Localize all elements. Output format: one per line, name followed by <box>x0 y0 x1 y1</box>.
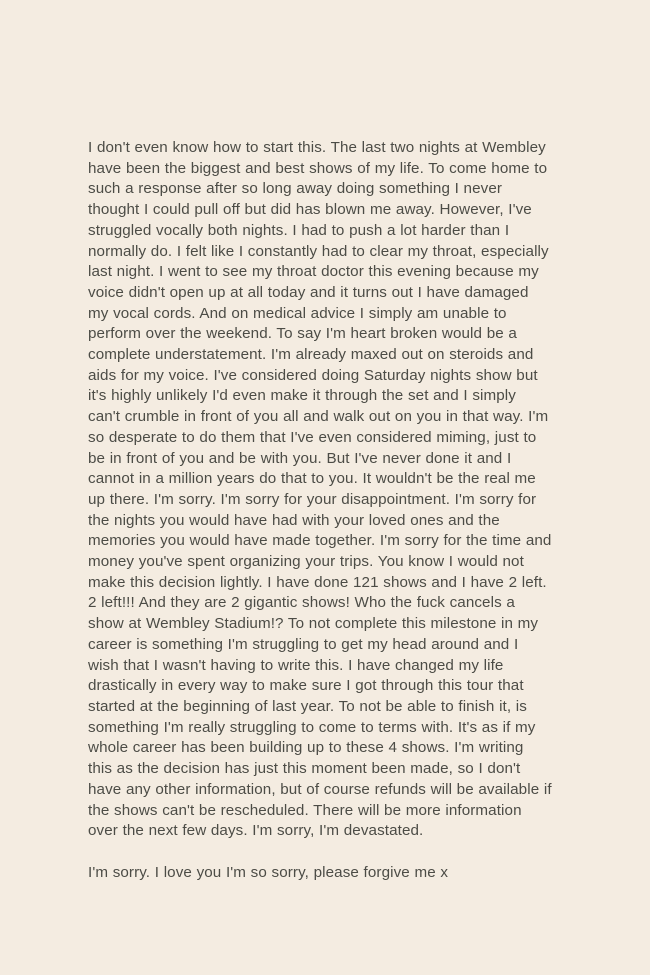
note-text-block <box>88 138 552 883</box>
note-body-paragraph: I don't even know how to start this. The last two nights at Wembley have been the biggest and best shows of my life. To come home to such a response after so long away doing something I never thought I could pull off but did has blown me away. However, I've struggled vocally both nights. I had to push a lot harder than I normally do. I felt like I constantly had to clear my throat, especially last night. I went to see my throat doctor this evening because my voice didn't open up at all today and it turns out I have damaged my vocal cords. And on medical advice I simply am unable to perform over the weekend. To say I'm heart broken would be a complete understatement. I'm already maxed out on steroids and aids for my voice. I've considered doing Saturday nights show but it's highly unlikely I'd even make it through the set and I simply can't crumble in front of you all and walk out on you in that way. I'm so desperate to do them that I've even considered miming, just to be in front of you and be with you. But I've never done it and I cannot in a million years do that to you. It wouldn't be the real me up there. I'm sorry. I'm sorry for your disappointment. I'm sorry for the nights you would have had with your loved ones and the memories you would have made together. I'm sorry for the time and money you've spent organizing your trips. You know I would not make this decision lightly. I have done 121 shows and I have 2 left. 2 left!!! And they are 2 gigantic shows! Who the fuck cancels a show at Wembley Stadium!? To not complete this milestone in my career is something I'm struggling to get my head around and I wish that I wasn't having to write this. I have changed my life drastically in every way to make sure I got through this tour that started at the beginning of last year. To not be able to finish it, is something I'm really struggling to come to terms with. It's as if my whole career has been building up to these 4 shows. I'm writing this as the decision has just this moment been made, so I don't have any other information, but of course refunds will be available if the shows can't be rescheduled. There will be more information over the next few days. I'm sorry, I'm devastated. <box>88 139 552 840</box>
note-signoff-paragraph: I'm sorry. I love you I'm so sorry, please forgive me x <box>88 863 449 881</box>
